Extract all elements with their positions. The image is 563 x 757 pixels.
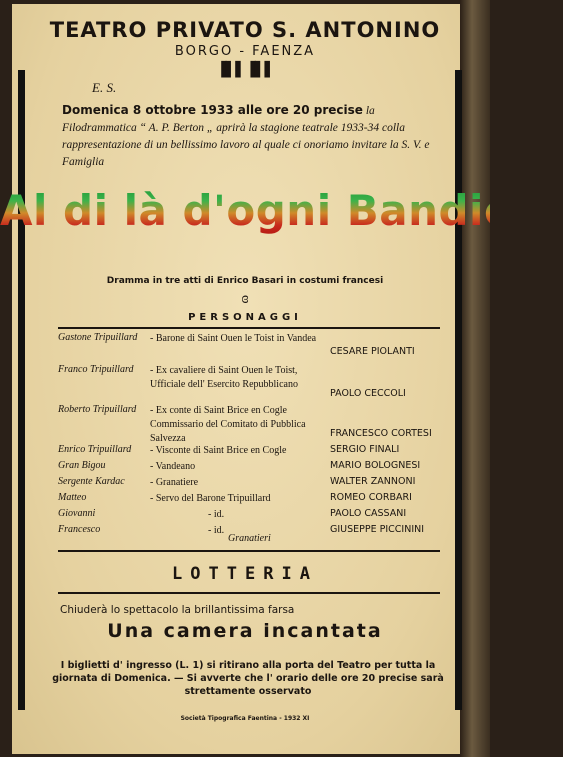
closing-lead: Chiuderà lo spettacolo la brillantissima farsa [60,604,295,616]
character-role: - id. [208,509,225,520]
character-name: Roberto Tripuillard [58,404,137,415]
character-name: Matteo [58,492,87,503]
character-name: Sergente Kardac [58,476,125,487]
ticket-notice: I biglietti d' ingresso (L. 1) si ritirano alla porta del Teatro per tutta la giornata di Domenica. — Si avverte che l' orario delle ore 20 precise sarà strettamente osservato [52,660,444,697]
character-name: Francesco [58,524,101,535]
lottery-rule [58,592,440,594]
actor-name: SERGIO FINALI [330,444,400,455]
character-name: Enrico Tripuillard [58,444,132,455]
character-role: - id. [208,525,225,536]
actor-name: PAOLO CASSANI [330,508,407,519]
character-role: - Ex cavaliere di Saint Ouen le Toist, Ufficiale dell' Esercito Repubblicano [150,365,298,390]
actor-name: CESARE PIOLANTI [330,346,415,357]
actor-name: GIUSEPPE PICCININI [330,524,425,535]
character-role: - Servo del Barone Tripuillard [150,493,271,504]
character-role: - Vandeano [150,461,196,472]
character-name: Giovanni [58,508,96,519]
character-name: Gastone Tripuillard [58,332,138,343]
subtitle-ornament: ɞ [241,290,249,307]
theatre-location: BORGO - FAENZA [174,44,316,59]
cast-bottom-rule [58,550,440,552]
granatieri-line: Granatieri [228,533,271,544]
character-role: - Ex conte di Saint Brice en Cogle Commissario del Comitato di Pubblica Salvezza [150,405,306,444]
header-ornament: ▐▌▌▐▌▌ [215,62,275,78]
character-role: - Barone di Saint Ouen le Toist in Vandea [150,333,317,344]
actor-name: PAOLO CECCOLI [330,388,406,399]
character-name: Gran Bigou [58,460,106,471]
intro-paragraph [62,102,452,171]
right-border-bar [455,70,462,710]
left-border-bar [18,70,25,710]
theatre-name: TEATRO PRIVATO S. ANTONINO [49,18,441,42]
play-subtitle: Dramma in tre atti di Enrico Basari in costumi francesi [106,276,384,286]
actor-name: WALTER ZANNONI [330,476,416,487]
actor-name: FRANCESCO CORTESI [330,428,432,439]
lottery-heading: LOTTERIA [172,564,318,584]
cast-heading: PERSONAGGI [188,312,302,323]
character-name: Franco Tripuillard [58,364,134,375]
farce-title: Una camera incantata [107,620,383,642]
actor-name: ROMEO CORBARI [330,492,412,503]
event-date: Domenica 8 ottobre 1933 alle ore 20 precise [62,103,363,117]
actor-name: MARIO BOLOGNESI [330,460,421,471]
cast-top-rule [58,327,440,329]
play-title: Al di là d'ogni Bandiera [0,186,563,235]
intro-text: la Filodrammatica “ A. P. Berton „ aprirà la stagione teatrale 1933-34 colla rappresentazione di un bellissimo lavoro al quale ci onoriamo invitare la S. V. e Famiglia [62,105,430,168]
torn-edge [460,0,490,757]
printer-imprint: Società Tipografica Faentina - 1932 XI [180,715,310,722]
character-role: - Visconte di Saint Brice en Cogle [150,445,287,456]
salutation: E. S. [92,80,117,95]
character-role: - Granatiere [150,477,199,488]
